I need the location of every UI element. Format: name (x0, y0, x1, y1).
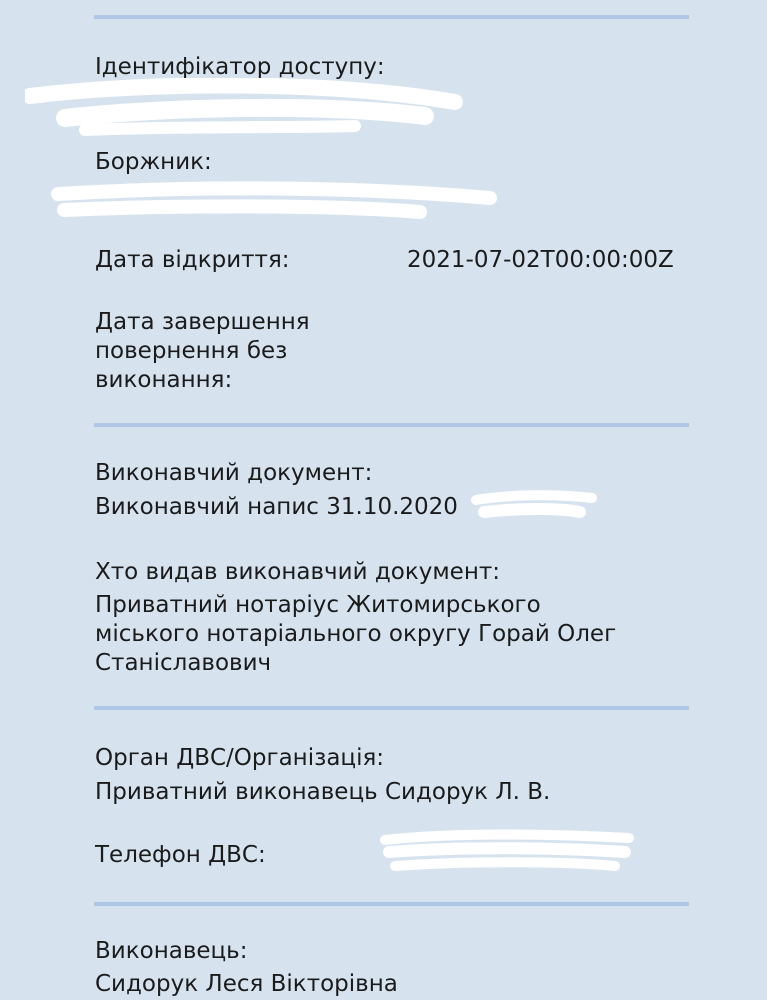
section-divider (94, 902, 689, 906)
completion-date-label-line-1: Дата завершення (95, 309, 310, 335)
dvs-phone-redaction (375, 828, 640, 880)
access-id-label: Ідентифікатор доступу: (95, 54, 385, 80)
debtor-redaction (50, 180, 500, 225)
section-divider (94, 706, 689, 710)
executive-document-value: Виконавчий напис 31.10.2020 (95, 494, 458, 520)
open-date-label: Дата відкриття: (95, 247, 290, 273)
executor-label: Виконавець: (95, 938, 248, 964)
access-id-redaction (25, 78, 465, 140)
section-divider (94, 423, 689, 427)
debtor-visible-fragment: сна (430, 184, 463, 205)
executive-document-redaction (470, 488, 600, 524)
completion-date-label-line-2: повернення без (95, 338, 288, 364)
section-divider-top (94, 15, 689, 19)
issuer-value-line-3: Станіславович (95, 650, 272, 676)
executor-value: Сидорук Леся Вікторівна (95, 971, 398, 997)
executive-document-label: Виконавчий документ: (95, 460, 373, 486)
issuer-value-line-2: міського нотаріального округу Горай Олег (95, 621, 617, 647)
dvs-phone-label: Телефон ДВС: (95, 842, 266, 868)
issuer-value-line-1: Приватний нотаріус Житомирського (95, 592, 541, 618)
completion-date-label-line-3: виконання: (95, 367, 233, 393)
dvs-body-value: Приватний виконавець Сидорук Л. В. (95, 779, 551, 805)
issuer-label: Хто видав виконавчий документ: (95, 559, 501, 585)
debtor-label: Боржник: (95, 149, 212, 175)
open-date-value: 2021-07-02T00:00:00Z (407, 247, 674, 273)
dvs-body-label: Орган ДВС/Організація: (95, 745, 385, 771)
